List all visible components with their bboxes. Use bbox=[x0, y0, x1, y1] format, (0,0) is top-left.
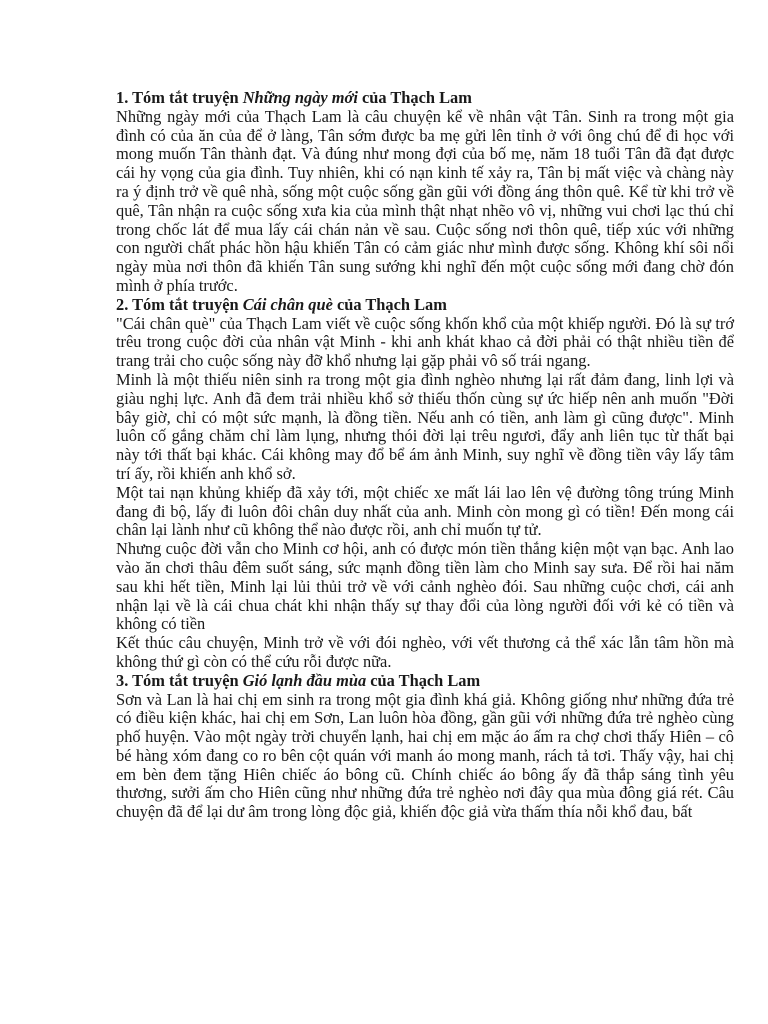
document-page bbox=[116, 89, 734, 822]
section-3-heading bbox=[116, 672, 734, 691]
section-3-paragraph-1: Sơn và Lan là hai chị em sinh ra trong một gia đình khá giả. Không giống như những đứa trẻ có điều kiện khác, hai chị em Sơn, Lan luôn hòa đồng, gần gũi với những đứa trẻ nghèo cùng phố huyện. Vào một ngày trời chuyển lạnh, hai chị em mặc áo ấm ra chợ chơi thấy Hiên – cô bé hàng xóm đang co ro bên cột quán với manh áo mong manh, rách tả tơi. Thấy vậy, hai chị em bèn đem tặng Hiên chiếc áo bông cũ. Chính chiếc áo bông ấy đã thắp sáng tình yêu thương, sưởi ấm cho Hiên cũng như những đứa trẻ nghèo nơi đây qua mùa đông giá rét. Câu chuyện đã để lại dư âm trong lòng độc giả, khiến độc giả vừa thấm thía nỗi khổ đau, bất bbox=[116, 689, 734, 822]
section-2-paragraph-4: Nhưng cuộc đời vẫn cho Minh cơ hội, anh có được món tiền thắng kiện một vạn bạc. Anh lao vào ăn chơi thâu đêm suốt sáng, sức mạnh đồng tiền làm cho Minh say sưa. Để rồi hai năm sau khi hết tiền, Minh lại lủi thủi trở về với cảnh nghèo đói. Sau những cuộc chơi, cái anh nhận lại về là cái chua chát khi nhận thấy sự thay đổi của lòng người đối với kẻ có tiền và không có tiền bbox=[116, 539, 734, 634]
section-2-heading-title: Cái chân què bbox=[242, 294, 333, 314]
section-2-heading-prefix: 2. Tóm tắt truyện bbox=[116, 294, 243, 314]
section-1-heading bbox=[116, 89, 734, 108]
section-3-heading-title: Gió lạnh đầu mùa bbox=[242, 670, 367, 690]
section-1 bbox=[116, 89, 734, 296]
section-2-heading-suffix: của Thạch Lam bbox=[332, 294, 447, 314]
section-1-heading-suffix: của Thạch Lam bbox=[357, 88, 472, 107]
section-1-paragraph-1: Những ngày mới của Thạch Lam là câu chuyện kể về nhân vật Tân. Sinh ra trong một gia đình có của ăn của để ở làng, Tân sớm được ba mẹ gửi lên tỉnh ở với ông chú để đi học với mong muốn Tân thành đạt. Và đúng như mong đợi của bố mẹ, năm 18 tuổi Tân đã đạt được cái hy vọng của gia đình. Tuy nhiên, khi có nạn kinh tế xảy ra, Tân bị mất việc và chàng này ra ý định trở về quê nhà, sống một cuộc sống gần gũi với đồng áng thôn quê. Kể từ khi trở về quê, Tân nhận ra cuộc sống xưa kia của mình thật nhạt nhẽo vô vị, những vui chơi lạc thú chỉ trong chốc lát để mua lấy cái chán nản về sau. Cuộc sống nơi thôn quê, tiếp xúc với những con người chất phác hồn hậu khiến Tân có cảm giác như mình được sống. Không khí sôi nổi ngày mùa nơi thôn đã khiến Tân sung sướng khi nghĩ đến một cuộc sống mới đang chờ đón mình ở phía trước. bbox=[116, 106, 734, 295]
section-1-heading-title: Những ngày mới bbox=[242, 88, 358, 107]
section-2-heading bbox=[116, 296, 734, 315]
section-3 bbox=[116, 672, 734, 822]
section-2 bbox=[116, 296, 734, 672]
section-2-paragraph-1: "Cái chân què" của Thạch Lam viết về cuộc sống khốn khổ của một khiếp người. Đó là sự trớ trêu trong cuộc đời của nhân vật Minh - khi anh khát khao cả đời phải có thật nhiều tiền để trang trải cho cuộc sống này đỡ khổ nhưng lại gặp phải vô số trái ngang. bbox=[116, 313, 734, 371]
section-3-heading-prefix: 3. Tóm tắt truyện bbox=[116, 670, 243, 690]
section-2-paragraph-5: Kết thúc câu chuyện, Minh trở về với đói nghèo, với vết thương cả thể xác lẫn tâm hồn mà không thứ gì còn có thể cứu rỗi được nữa. bbox=[116, 633, 734, 671]
section-3-heading-suffix: của Thạch Lam bbox=[366, 670, 481, 690]
section-2-paragraph-3: Một tai nạn khủng khiếp đã xảy tới, một chiếc xe mất lái lao lên vệ đường tông trúng Minh đang đi bộ, lấy đi luôn đôi chân duy nhất của anh. Minh còn mong gì có tiền! Đến mong cái chân lại lành như cũ không thể nào được rồi, anh chỉ muốn tự tử. bbox=[116, 482, 734, 540]
section-1-heading-prefix: 1. Tóm tắt truyện bbox=[116, 88, 243, 107]
section-2-paragraph-2: Minh là một thiếu niên sinh ra trong một gia đình nghèo nhưng lại rất đảm đang, linh lợi và giàu nghị lực. Anh đã đem trải nhiều khổ sở thiếu thốn cùng sự ức hiếp nên anh muốn "Đời bây giờ, chỉ có một sức mạnh, là đồng tiền. Nếu anh có tiền, anh làm gì cũng được". Minh luôn cố gắng chăm chỉ làm lụng, nhưng thói đời lại trêu ngươi, đẩy anh liên tục từ thất bại này tới thất bại khác. Cái không may đổ bể ám ảnh Minh, suy nghĩ về đồng tiền vây lấy tâm trí ấy, rồi khiến anh khổ sở. bbox=[116, 369, 734, 483]
